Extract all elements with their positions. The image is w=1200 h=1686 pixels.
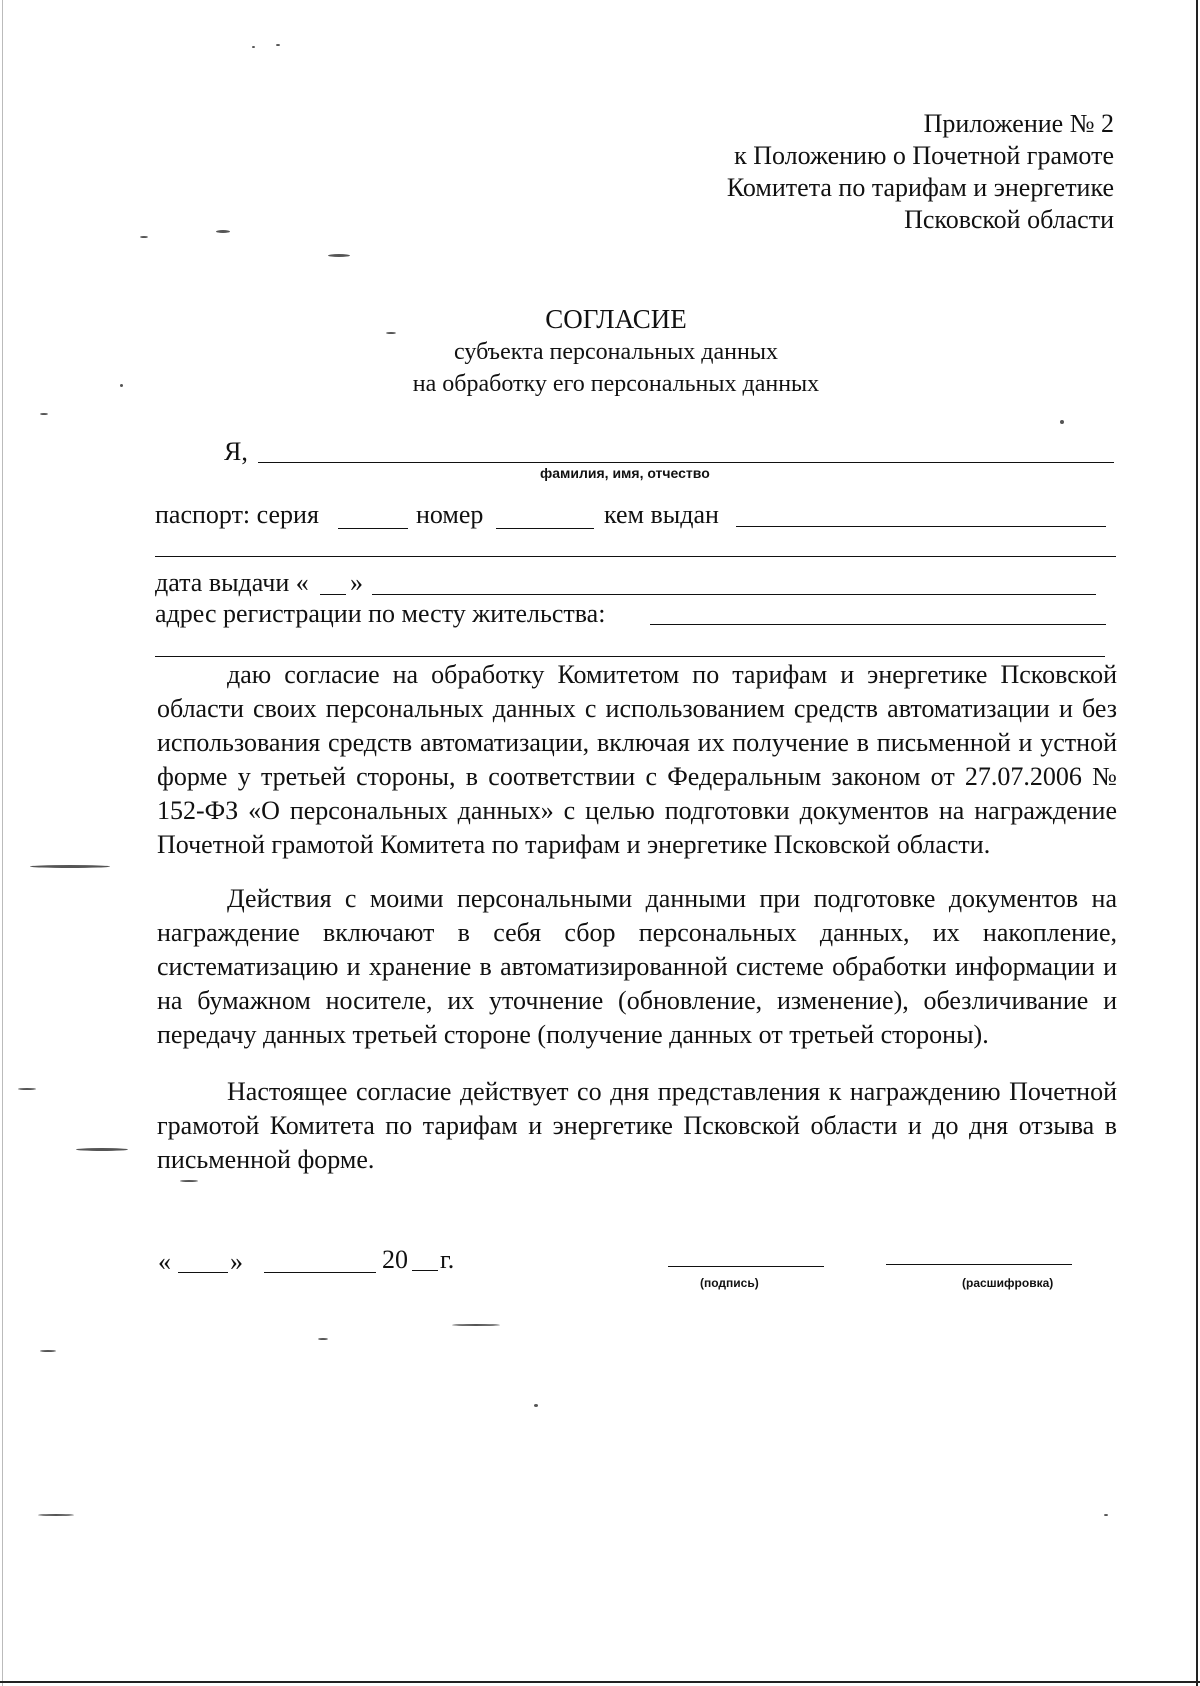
scan-speck <box>180 1180 198 1182</box>
year-suffix: г. <box>440 1245 455 1274</box>
consent-paragraph-1 <box>157 658 1117 862</box>
passport-series-field[interactable] <box>338 528 408 529</box>
scan-speck <box>40 413 48 415</box>
scan-speck <box>452 1324 500 1326</box>
address-continuation-line[interactable] <box>155 656 1105 657</box>
passport-series-label: паспорт: серия <box>155 500 319 529</box>
passport-number-label: номер <box>416 500 484 529</box>
issue-date-field[interactable] <box>372 594 1096 595</box>
issue-day-field[interactable] <box>320 594 346 595</box>
appendix-line-4: Псковской области <box>904 205 1114 234</box>
consent-paragraph-3 <box>157 1075 1117 1177</box>
scan-speck <box>276 44 280 46</box>
date-quote-open: « <box>158 1247 171 1276</box>
title-main: СОГЛАСИЕ <box>545 304 687 334</box>
signature-decode-field[interactable] <box>886 1264 1072 1265</box>
scan-speck <box>216 230 230 233</box>
scan-edge-bottom <box>0 1681 1200 1683</box>
document-title <box>0 302 1200 400</box>
issue-date-close-quote: » <box>350 568 363 597</box>
address-label: адрес регистрации по месту жительства: <box>155 599 606 628</box>
scan-speck <box>18 1088 36 1090</box>
title-sub-2: на обработку его персональных данных <box>412 371 820 397</box>
sign-day-field[interactable] <box>178 1272 228 1273</box>
passport-number-field[interactable] <box>496 528 594 529</box>
date-quote-close: » <box>230 1247 243 1276</box>
appendix-line-3: Комитета по тарифам и энергетике <box>726 173 1114 202</box>
consent-paragraph-2 <box>157 882 1117 1052</box>
issued-by-field[interactable] <box>736 526 1106 527</box>
appendix-line-1: Приложение № 2 <box>923 109 1114 138</box>
signature-field[interactable] <box>668 1266 824 1267</box>
sign-year-field[interactable] <box>412 1270 438 1271</box>
title-sub-1: субъекта персональных данных <box>454 339 778 365</box>
consent-text-3: Настоящее согласие действует со дня представления к награждению Почетной грамотой Комитета по тарифам и энергетике Псковской области и до дня отзыва в письменной форме. <box>157 1077 1117 1174</box>
sign-month-field[interactable] <box>264 1272 376 1273</box>
scan-edge-left <box>2 0 3 1686</box>
issued-by-continuation-line[interactable] <box>155 556 1116 557</box>
year-prefix: 20 <box>382 1245 408 1274</box>
signature-caption: (подпись) <box>700 1276 759 1290</box>
ya-label: Я, <box>224 437 248 466</box>
issue-date-label: дата выдачи « <box>155 568 309 597</box>
scan-speck <box>534 1404 538 1407</box>
scan-speck <box>38 1514 74 1516</box>
scan-speck <box>1104 1514 1108 1516</box>
address-field[interactable] <box>650 624 1106 625</box>
scan-speck <box>40 1350 56 1352</box>
appendix-header <box>727 108 1114 236</box>
scan-speck <box>76 1148 128 1151</box>
appendix-line-2: к Положению о Почетной грамоте <box>734 141 1114 170</box>
scan-speck <box>386 332 396 334</box>
scan-speck <box>120 384 123 387</box>
scan-speck <box>30 865 110 868</box>
signature-decode-caption: (расшифровка) <box>962 1276 1054 1290</box>
scan-edge-right <box>1196 0 1198 1686</box>
scan-speck <box>1060 420 1064 424</box>
scan-speck <box>140 236 148 238</box>
fio-field-line[interactable] <box>258 462 1114 463</box>
scan-speck <box>252 46 255 48</box>
issued-by-label: кем выдан <box>604 500 719 529</box>
consent-text-2: Действия с моими персональными данными при подготовке документов на награждение включают в себя сбор персональных данных, их накопление, систематизацию и хранение в автоматизированной системе обработки информации и на бумажном носителе, их уточнение (обновление, изменение), обезличивание и передачу данных третьей стороне (получение данных от третьей стороны). <box>157 884 1117 1049</box>
scan-speck <box>318 1338 328 1340</box>
consent-text-1: даю согласие на обработку Комитетом по тарифам и энергетике Псковской области своих персональных данных с использованием средств автоматизации и без использования средств автоматизации, включая их получение в письменной и устной форме у третьей стороны, в соответствии с Федеральным законом от 27.07.2006 № 152-ФЗ «О персональных данных» с целью подготовки документов на награждение Почетной грамотой Комитета по тарифам и энергетике Псковской области. <box>157 660 1117 859</box>
scan-speck <box>328 254 350 257</box>
fio-caption: фамилия, имя, отчество <box>540 465 710 481</box>
